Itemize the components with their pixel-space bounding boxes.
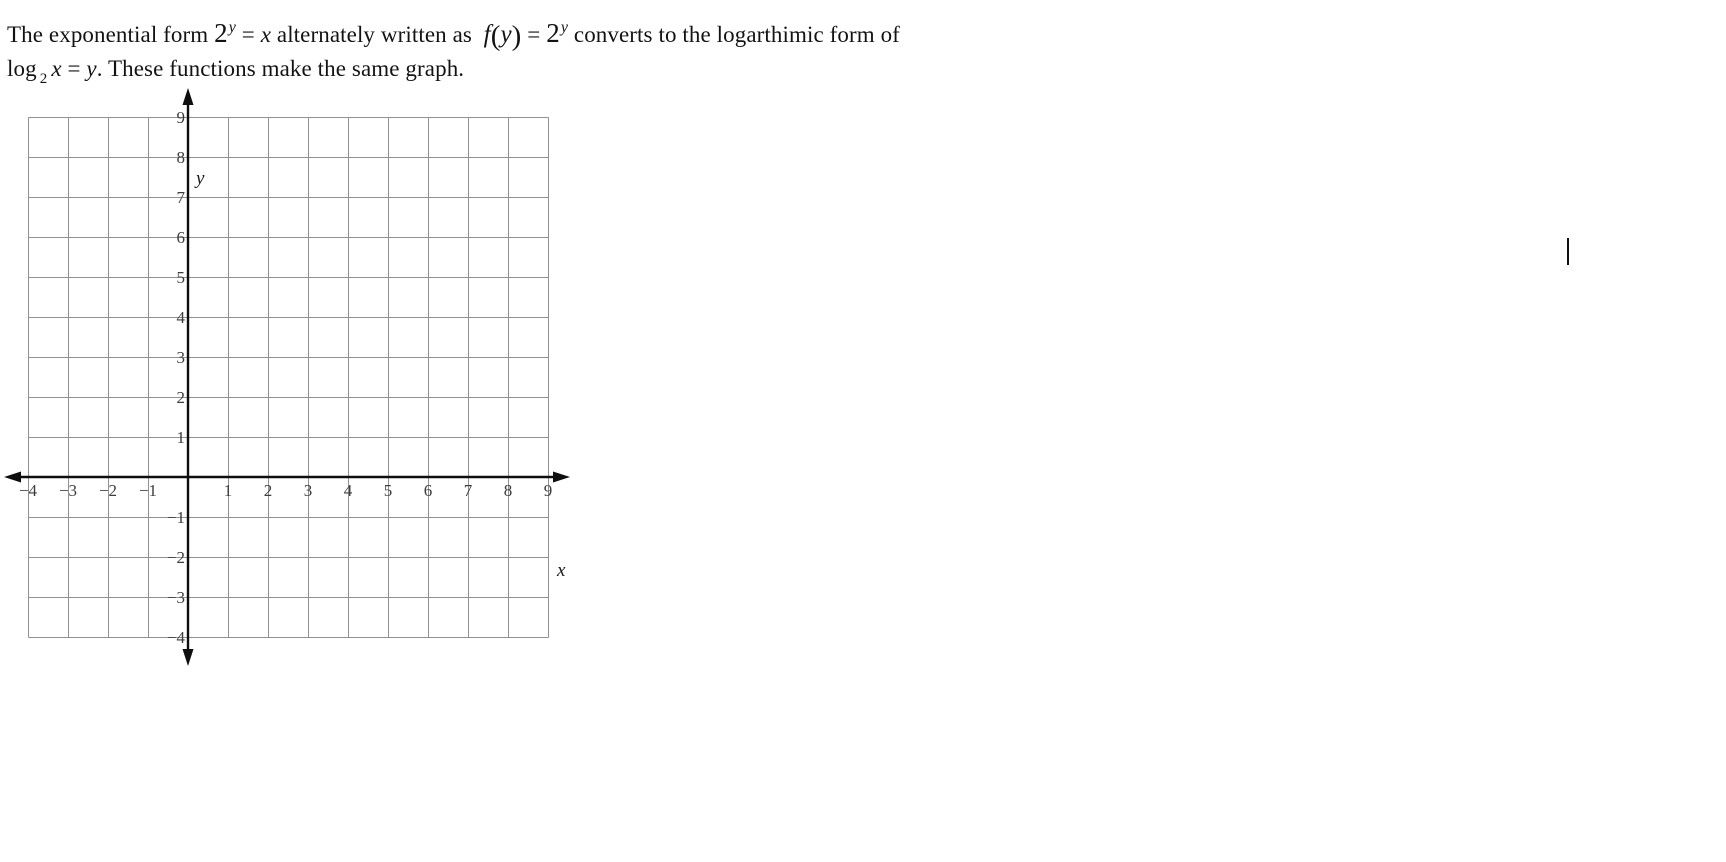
x-tick-label: 9	[543, 481, 553, 500]
y-tick-label: −2	[166, 548, 185, 567]
x-tick-label: 4	[343, 481, 353, 500]
coordinate-grid-svg	[0, 80, 600, 680]
y-tick-label: 4	[176, 308, 185, 327]
text-segment: log	[7, 56, 37, 81]
x-tick-label: 1	[223, 481, 233, 500]
text-segment: The exponential form	[7, 22, 215, 47]
text-segment: y	[86, 56, 97, 81]
text-segment: y	[560, 19, 569, 36]
text-segment: x	[260, 22, 272, 47]
x-tick-label: −4	[18, 481, 38, 500]
text-segment: 2	[214, 18, 228, 48]
y-tick-label: 5	[176, 268, 185, 287]
y-axis-arrow-down	[183, 649, 194, 666]
text-segment: (	[490, 20, 501, 52]
text-segment: f	[483, 21, 491, 48]
y-tick-label: 1	[176, 428, 185, 447]
text-segment: x	[51, 56, 62, 81]
text-segment: =	[521, 22, 547, 47]
x-tick-label: 2	[263, 481, 273, 500]
text-segment: 2	[546, 18, 560, 48]
text-segment: =	[235, 22, 261, 47]
x-tick-label: 8	[503, 481, 513, 500]
y-tick-label: −3	[166, 588, 185, 607]
y-tick-label: −1	[166, 508, 185, 527]
y-axis-arrow-up	[183, 88, 194, 105]
y-tick-label: 7	[176, 188, 185, 207]
text-segment: . These functions make the same graph.	[96, 56, 465, 81]
problem-line-1	[7, 18, 1207, 52]
text-segment: )	[511, 20, 522, 52]
coordinate-grid	[0, 80, 600, 680]
y-axis-label: y	[196, 168, 205, 189]
x-tick-label: 7	[463, 481, 473, 500]
text-segment: y	[228, 19, 236, 36]
x-tick-label: 5	[383, 481, 393, 500]
text-segment: 2	[39, 71, 48, 87]
x-axis-label: x	[557, 560, 566, 581]
x-tick-label: −1	[138, 481, 158, 500]
y-tick-label: 9	[176, 108, 185, 127]
y-tick-label: 8	[176, 148, 185, 167]
y-tick-label: 2	[176, 388, 185, 407]
problem-text[interactable]	[7, 0, 1207, 86]
x-tick-label: 3	[303, 481, 313, 500]
text-segment: =	[61, 56, 87, 81]
text-segment: y	[500, 21, 512, 48]
y-tick-label: 3	[176, 348, 185, 367]
x-tick-label: −3	[58, 481, 78, 500]
text-cursor	[1567, 238, 1569, 265]
y-tick-label: 6	[176, 228, 185, 247]
text-segment: alternately written as	[271, 22, 484, 47]
y-tick-label: −4	[166, 628, 185, 647]
x-tick-label: −2	[98, 481, 118, 500]
text-segment: converts to the logarthimic form of	[568, 22, 900, 47]
x-axis-arrow-right	[553, 472, 570, 483]
x-tick-label: 6	[423, 481, 433, 500]
